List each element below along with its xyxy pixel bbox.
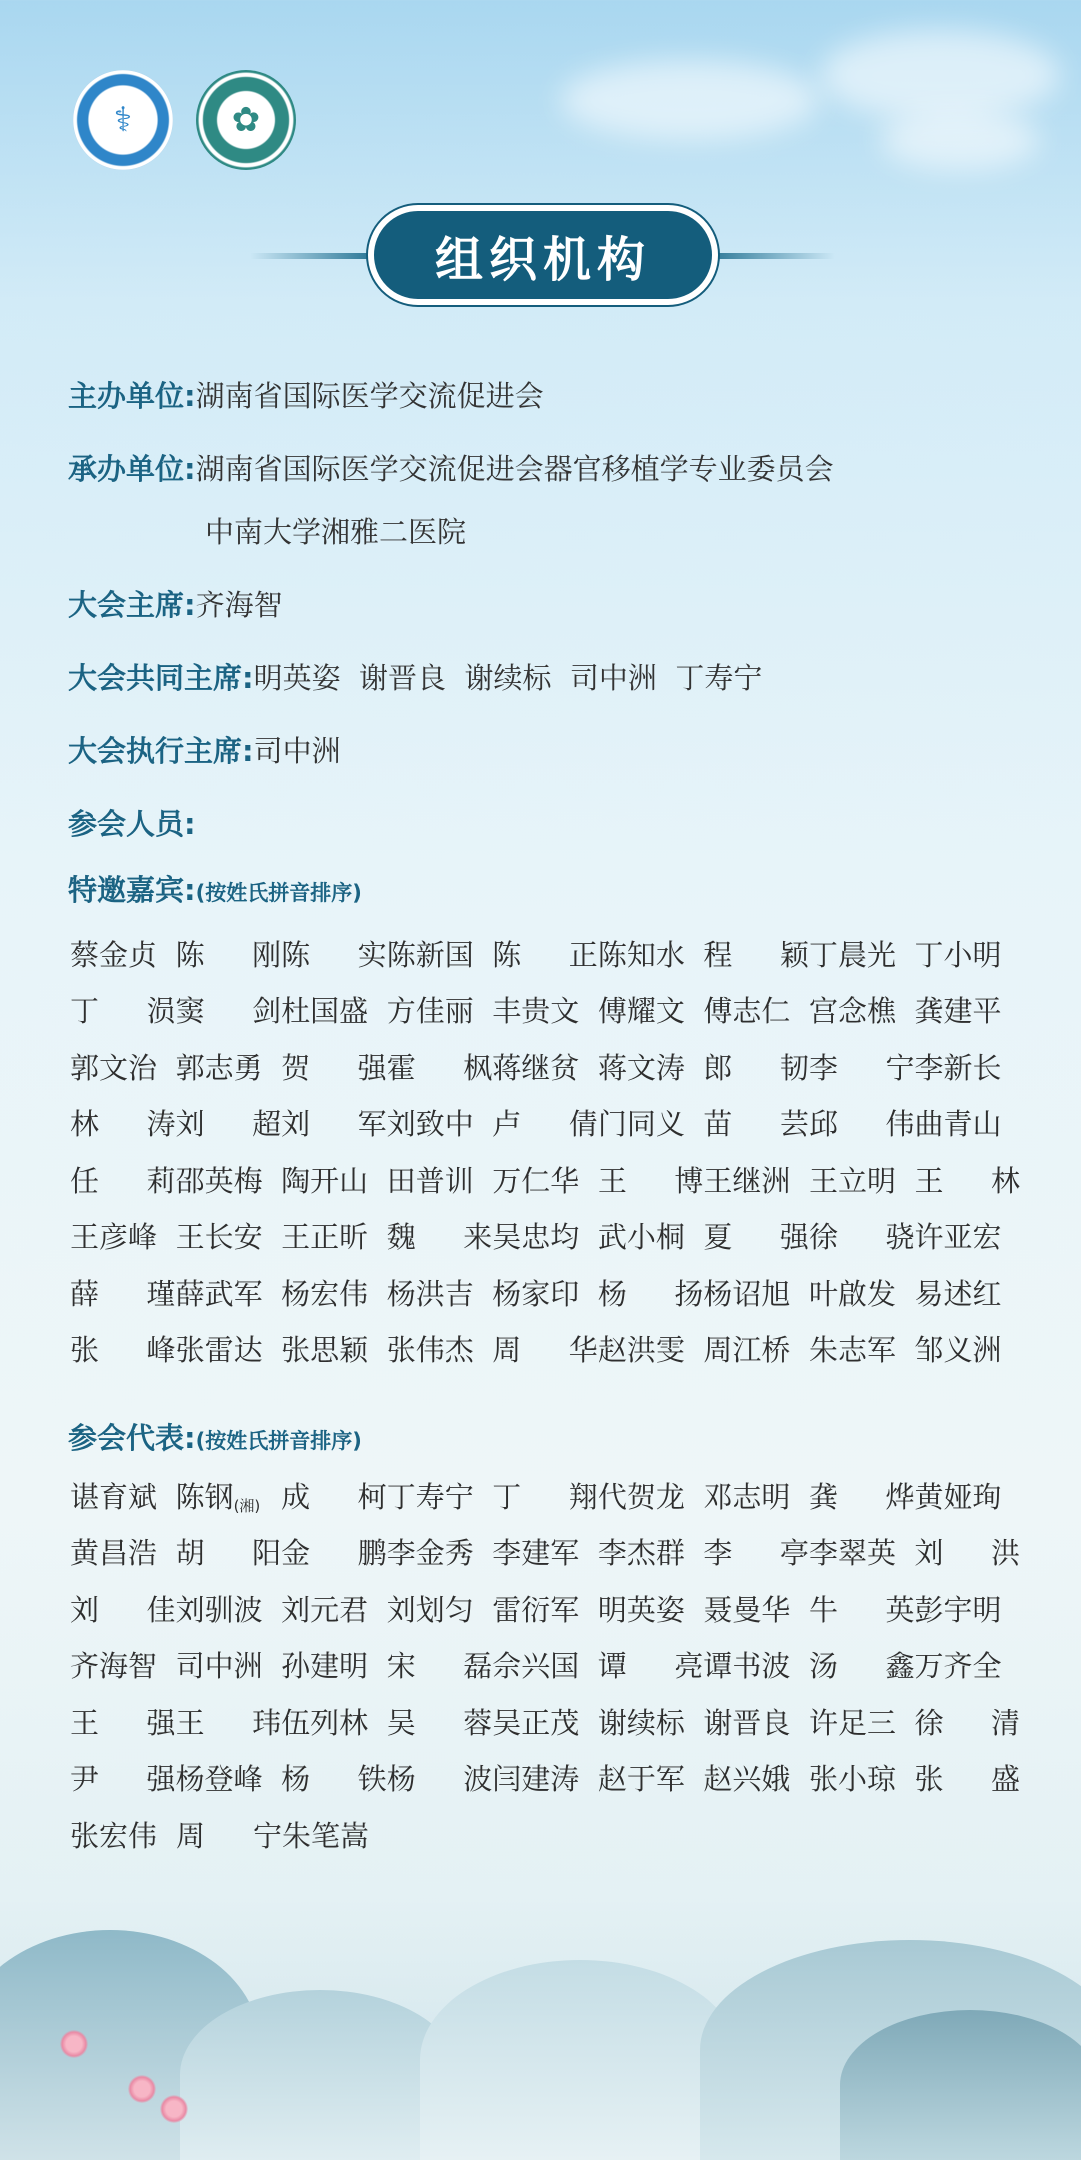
person-name: 易述红 bbox=[914, 1276, 1002, 1311]
host-label: 主办单位: bbox=[68, 379, 196, 413]
flower-emblem-icon: ✿ bbox=[231, 100, 261, 140]
person-name: 李新长 bbox=[914, 1050, 1002, 1085]
person-name: 伍列林 bbox=[281, 1705, 369, 1740]
person-name: 苗 芸 bbox=[703, 1107, 809, 1142]
person-name: 丰贵文 bbox=[492, 994, 580, 1029]
guests-heading bbox=[68, 870, 362, 913]
person-name: 霍 枫 bbox=[386, 1050, 493, 1085]
cochairs-label: 大会共同主席: bbox=[68, 661, 254, 695]
person-name: 丁 翔 bbox=[492, 1479, 598, 1514]
person-name: 张思颖 bbox=[281, 1333, 369, 1368]
person-name: 蒋文涛 bbox=[597, 1050, 685, 1085]
person-name: 胡 阳 bbox=[175, 1536, 282, 1571]
person-name: 杜国盛 bbox=[281, 994, 369, 1029]
organizer-section bbox=[68, 449, 834, 489]
person-name: 刘驯波 bbox=[175, 1592, 263, 1627]
title-banner bbox=[0, 205, 1081, 305]
person-name: 张 盛 bbox=[914, 1762, 1021, 1797]
chair-section bbox=[68, 585, 283, 625]
person-name: 王 强 bbox=[70, 1705, 176, 1740]
person-name: 王彦峰 bbox=[70, 1220, 158, 1255]
mountain-decoration bbox=[420, 1960, 740, 2160]
person-name: 刘 超 bbox=[175, 1107, 282, 1142]
name-row bbox=[70, 1264, 1020, 1321]
person-name: 曲青山 bbox=[914, 1107, 1002, 1142]
person-name: 薛 瑾 bbox=[70, 1276, 176, 1311]
name-row bbox=[70, 1580, 1020, 1637]
person-name: 张小琼 bbox=[808, 1762, 896, 1797]
person-name: 蔡金贞 bbox=[70, 937, 158, 972]
delegates-name-grid bbox=[70, 1467, 1020, 1863]
person-name: 李 亭 bbox=[703, 1536, 809, 1571]
person-name: 赵洪雯 bbox=[597, 1333, 685, 1368]
person-name: 杨 扬 bbox=[597, 1276, 704, 1311]
person-name: 邱 伟 bbox=[808, 1107, 915, 1142]
person-name: 陈钢$_{(湘)}$ bbox=[175, 1479, 261, 1515]
person-name: 刘 洪 bbox=[914, 1536, 1021, 1571]
person-name: 杨家印 bbox=[492, 1276, 580, 1311]
person-name: 周 宁 bbox=[176, 1818, 282, 1853]
person-name: 李建军 bbox=[492, 1536, 580, 1571]
person-name: 谢晋良 bbox=[703, 1705, 791, 1740]
name-row bbox=[70, 925, 1020, 982]
person-name: 邓志明 bbox=[703, 1479, 791, 1514]
person-name: 孙建明 bbox=[281, 1649, 369, 1684]
person-name: 明英姿 bbox=[597, 1592, 685, 1627]
cochairs-section bbox=[68, 658, 762, 698]
chair-label: 大会主席: bbox=[68, 588, 196, 622]
person-name: 谢续标 bbox=[597, 1705, 685, 1740]
person-name: 任 莉 bbox=[70, 1163, 176, 1198]
person-name: 魏 来 bbox=[386, 1220, 493, 1255]
caduceus-icon: ⚕ bbox=[113, 100, 133, 140]
delegates-sort-note: (按姓氏拼音排序) bbox=[195, 1429, 362, 1453]
lotus-flower-decoration bbox=[160, 2095, 188, 2123]
person-name: 万齐全 bbox=[914, 1649, 1002, 1684]
person-name: 龚建平 bbox=[914, 994, 1002, 1029]
person-name: 卢 倩 bbox=[492, 1107, 598, 1142]
person-name: 谭书波 bbox=[703, 1649, 791, 1684]
person-name: 邹义洲 bbox=[914, 1333, 1002, 1368]
person-name: 宫念樵 bbox=[808, 994, 896, 1029]
name-row bbox=[70, 1321, 1020, 1378]
host-section bbox=[68, 376, 544, 416]
person-name: 张宏伟 bbox=[70, 1818, 158, 1853]
name-row bbox=[70, 1467, 1020, 1524]
person-name: 聂曼华 bbox=[703, 1592, 791, 1627]
person-name: 雷衍军 bbox=[492, 1592, 580, 1627]
person-name: 朱笔嵩 bbox=[282, 1818, 370, 1853]
organizer-value-2: 中南大学湘雅二医院 bbox=[205, 515, 467, 549]
person-name: 傅耀文 bbox=[597, 994, 685, 1029]
person-name: 金 鹏 bbox=[281, 1536, 387, 1571]
person-name: 刘 佳 bbox=[70, 1592, 176, 1627]
person-name: 王 林 bbox=[914, 1163, 1021, 1198]
person-name: 吴忠均 bbox=[492, 1220, 580, 1255]
person-name: 王 博 bbox=[597, 1163, 704, 1198]
host-value: 湖南省国际医学交流促进会 bbox=[195, 379, 544, 413]
person-name: 牛 英 bbox=[808, 1592, 915, 1627]
person-name: 万仁华 bbox=[492, 1163, 580, 1198]
name-row bbox=[70, 1095, 1020, 1152]
name-row bbox=[70, 1693, 1020, 1750]
person-name: 王立明 bbox=[808, 1163, 896, 1198]
delegates-label: 参会代表: bbox=[68, 1421, 196, 1455]
mountain-decoration bbox=[180, 1990, 460, 2160]
person-name: 李金秀 bbox=[386, 1536, 474, 1571]
person-name: 王正昕 bbox=[281, 1220, 369, 1255]
person-name: 朱志军 bbox=[808, 1333, 896, 1368]
cochairs-value: 明英姿 谢晋良 谢续标 司中洲 丁寿宁 bbox=[253, 661, 763, 695]
person-name: 张雷达 bbox=[175, 1333, 263, 1368]
person-name: 陈 正 bbox=[492, 937, 598, 972]
person-name: 李 宁 bbox=[808, 1050, 915, 1085]
person-name: 李翠英 bbox=[808, 1536, 896, 1571]
delegates-heading bbox=[68, 1418, 362, 1461]
person-name: 许足三 bbox=[808, 1705, 896, 1740]
person-name: 尹 强 bbox=[70, 1762, 176, 1797]
name-row bbox=[70, 1637, 1020, 1694]
attendees-section bbox=[68, 804, 196, 844]
organizer-section-line2 bbox=[205, 512, 466, 552]
person-name: 傅志仁 bbox=[703, 994, 791, 1029]
person-name: 黄娅珣 bbox=[914, 1479, 1002, 1514]
page-title: 组织机构 bbox=[368, 205, 718, 305]
person-name: 司中洲 bbox=[175, 1649, 263, 1684]
guests-name-grid bbox=[70, 925, 1020, 1377]
person-name: 徐 骁 bbox=[808, 1220, 915, 1255]
person-name: 陶开山 bbox=[281, 1163, 369, 1198]
person-name: 谌育斌 bbox=[70, 1479, 158, 1514]
person-name: 王继洲 bbox=[703, 1163, 791, 1198]
person-name: 张 峰 bbox=[70, 1333, 176, 1368]
cloud-decoration bbox=[560, 60, 820, 140]
name-row bbox=[70, 1750, 1020, 1807]
person-name: 吴正茂 bbox=[492, 1705, 580, 1740]
person-name: 宋 磊 bbox=[386, 1649, 493, 1684]
person-name: 杨登峰 bbox=[175, 1762, 263, 1797]
executive-chair-section bbox=[68, 731, 341, 771]
person-name: 郎 韧 bbox=[703, 1050, 809, 1085]
person-name: 叶啟发 bbox=[808, 1276, 896, 1311]
person-name: 丁晨光 bbox=[808, 937, 896, 972]
person-name: 田普训 bbox=[386, 1163, 474, 1198]
person-name: 彭宇明 bbox=[914, 1592, 1002, 1627]
hospital-logo bbox=[196, 70, 296, 170]
person-name: 齐海智 bbox=[70, 1649, 158, 1684]
person-name: 郭志勇 bbox=[175, 1050, 263, 1085]
person-name: 周江桥 bbox=[703, 1333, 791, 1368]
person-name: 周 华 bbox=[492, 1333, 598, 1368]
person-name: 赵兴娥 bbox=[703, 1762, 791, 1797]
person-name: 杨诏旭 bbox=[703, 1276, 791, 1311]
person-name: 窦 剑 bbox=[175, 994, 282, 1029]
person-name: 陈 实 bbox=[281, 937, 387, 972]
lotus-flower-decoration bbox=[128, 2075, 156, 2103]
attendees-label: 参会人员: bbox=[68, 807, 196, 841]
person-name: 张伟杰 bbox=[386, 1333, 474, 1368]
person-name: 程 颖 bbox=[703, 937, 809, 972]
person-name: 黄昌浩 bbox=[70, 1536, 158, 1571]
lotus-flower-decoration bbox=[60, 2030, 88, 2058]
person-name: 赵于军 bbox=[597, 1762, 685, 1797]
person-name: 夏 强 bbox=[703, 1220, 809, 1255]
executive-chair-label: 大会执行主席: bbox=[68, 734, 254, 768]
guests-label: 特邀嘉宾: bbox=[68, 873, 196, 907]
organizer-value-1: 湖南省国际医学交流促进会器官移植学专业委员会 bbox=[195, 452, 834, 486]
person-name: 吴 蓉 bbox=[386, 1705, 493, 1740]
person-name: 贺 强 bbox=[281, 1050, 387, 1085]
person-name: 杨宏伟 bbox=[281, 1276, 369, 1311]
person-name: 丁小明 bbox=[914, 937, 1002, 972]
person-name: 徐 清 bbox=[914, 1705, 1021, 1740]
name-row bbox=[70, 1151, 1020, 1208]
person-name: 佘兴国 bbox=[492, 1649, 580, 1684]
person-name: 谭 亮 bbox=[597, 1649, 704, 1684]
person-name: 薛武军 bbox=[175, 1276, 263, 1311]
person-name: 丁 涢 bbox=[70, 994, 176, 1029]
person-name: 蒋继贫 bbox=[492, 1050, 580, 1085]
person-name: 王长安 bbox=[175, 1220, 263, 1255]
person-name: 闫建涛 bbox=[492, 1762, 580, 1797]
person-name: 刘元君 bbox=[281, 1592, 369, 1627]
person-name: 王 玮 bbox=[175, 1705, 282, 1740]
person-name: 方佳丽 bbox=[386, 994, 474, 1029]
person-name: 邵英梅 bbox=[175, 1163, 263, 1198]
person-name: 刘致中 bbox=[386, 1107, 474, 1142]
name-row bbox=[70, 1806, 1020, 1863]
person-name: 陈 刚 bbox=[175, 937, 282, 972]
person-name: 代贺龙 bbox=[597, 1479, 685, 1514]
person-name: 林 涛 bbox=[70, 1107, 176, 1142]
person-name: 成 柯 bbox=[281, 1479, 387, 1514]
person-name: 陈新国 bbox=[386, 937, 474, 972]
person-name: 杨洪吉 bbox=[386, 1276, 474, 1311]
chair-value: 齐海智 bbox=[195, 588, 283, 622]
person-name: 杨 铁 bbox=[281, 1762, 387, 1797]
person-name: 郭文治 bbox=[70, 1050, 158, 1085]
association-logo bbox=[73, 70, 173, 170]
name-row bbox=[70, 1208, 1020, 1265]
person-name: 李杰群 bbox=[597, 1536, 685, 1571]
person-name: 陈知水 bbox=[597, 937, 685, 972]
person-name: 龚 烨 bbox=[808, 1479, 915, 1514]
name-row bbox=[70, 982, 1020, 1039]
cloud-decoration bbox=[820, 30, 1060, 120]
name-row bbox=[70, 1524, 1020, 1581]
person-name: 丁寿宁 bbox=[386, 1479, 474, 1514]
person-name: 汤 鑫 bbox=[808, 1649, 915, 1684]
organizer-label: 承办单位: bbox=[68, 452, 196, 486]
executive-chair-value: 司中洲 bbox=[253, 734, 341, 768]
person-name: 门同义 bbox=[597, 1107, 685, 1142]
cloud-decoration bbox=[880, 110, 1040, 170]
person-name: 杨 波 bbox=[386, 1762, 493, 1797]
title-line-left bbox=[250, 253, 385, 259]
person-name: 许亚宏 bbox=[914, 1220, 1002, 1255]
mountain-decoration bbox=[840, 2010, 1081, 2160]
person-name: 刘划匀 bbox=[386, 1592, 474, 1627]
name-row bbox=[70, 1038, 1020, 1095]
person-name: 武小桐 bbox=[597, 1220, 685, 1255]
person-name: 刘 军 bbox=[281, 1107, 387, 1142]
guests-sort-note: (按姓氏拼音排序) bbox=[195, 881, 362, 905]
